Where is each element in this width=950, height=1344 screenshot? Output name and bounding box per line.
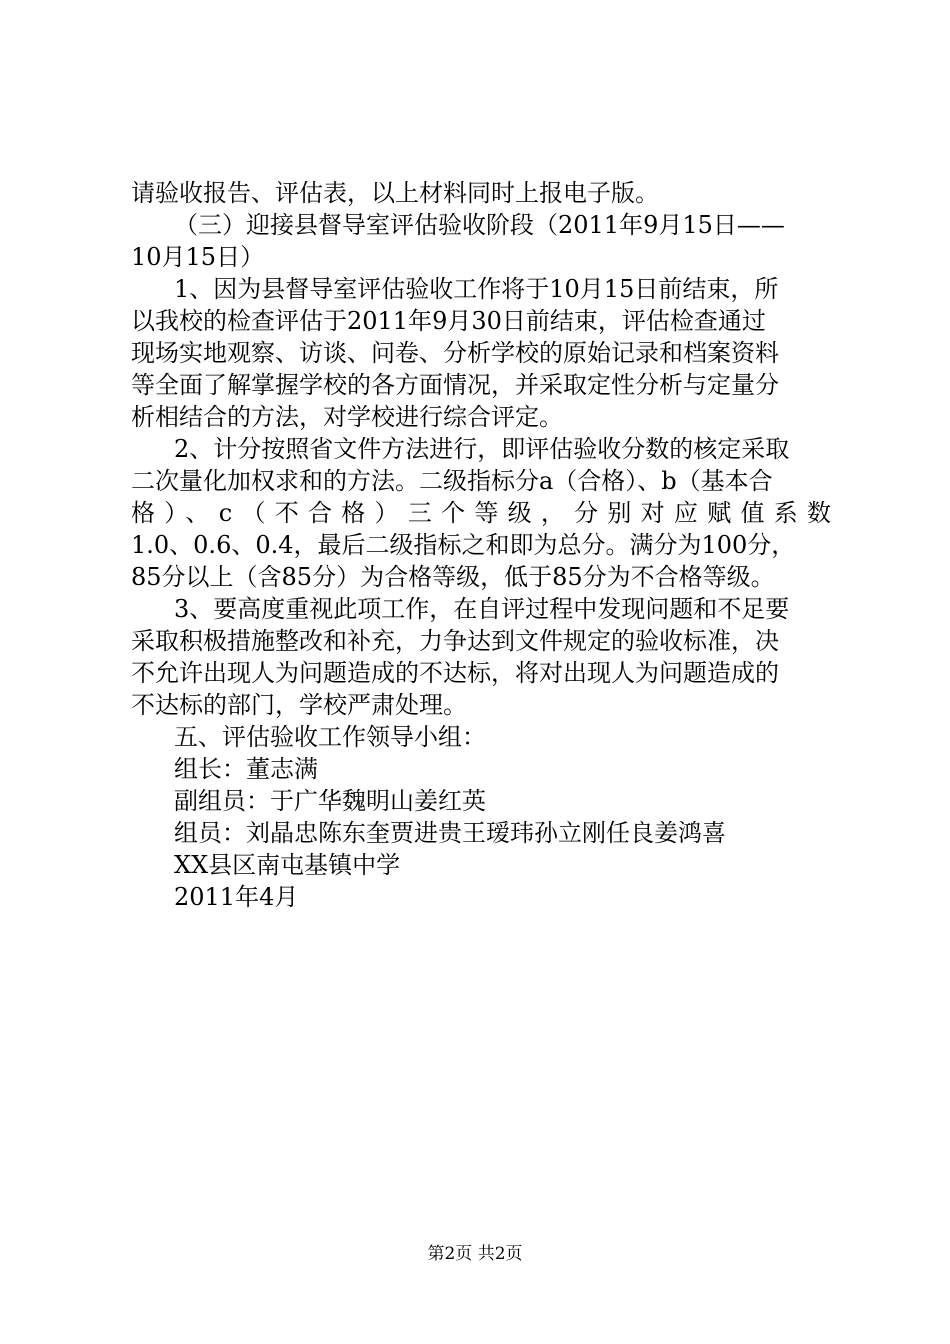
paragraph-2-start: 2、计分按照省文件方法进行，即评估验收分数的核定采取: [174, 435, 790, 463]
group-leader: 组长：董志满: [174, 755, 318, 783]
text-line: 请验收报告、评估表，以上材料同时上报电子版。: [131, 179, 659, 207]
text-line: 等全面了解掌握学校的各方面情况，并采取定性分析与定量分: [131, 371, 779, 399]
text-line: 采取积极措施整改和补充，力争达到文件规定的验收标准，决: [131, 627, 779, 655]
section-heading: （三）迎接县督导室评估验收阶段（2011年9月15日——: [174, 211, 785, 239]
text-line: 格）、c（不合格）三个等级，分别对应赋值系数: [131, 499, 831, 527]
text-line: 10月15日）: [131, 243, 265, 271]
text-line: 二次量化加权求和的方法。二级指标分a（合格）、b（基本合: [131, 467, 773, 495]
deputy-members: 副组员：于广华魏明山姜红英: [174, 787, 486, 815]
text-line: 现场实地观察、访谈、问卷、分析学校的原始记录和档案资料: [131, 339, 779, 367]
school-name: XX县区南屯基镇中学: [174, 851, 401, 879]
text-line: 以我校的检查评估于2011年9月30日前结束，评估检查通过: [131, 307, 766, 335]
group-members: 组员：刘晶忠陈东奎贾进贵王瑷玮孙立刚任良姜鸿喜: [174, 819, 726, 847]
paragraph-3-start: 3、要高度重视此项工作，在自评过程中发现问题和不足要: [174, 595, 790, 623]
text-line: 析相结合的方法，对学校进行综合评定。: [131, 403, 563, 431]
page-number-footer: 第2页 共2页: [427, 1244, 523, 1264]
text-line: 1.0、0.6、0.4，最后二级指标之和即为总分。满分为100分，: [131, 531, 796, 559]
document-date: 2011年4月: [174, 883, 299, 911]
section-heading-5: 五、评估验收工作领导小组：: [174, 723, 486, 751]
text-line: 不达标的部门，学校严肃处理。: [131, 691, 467, 719]
text-line: 不允许出现人为问题造成的不达标，将对出现人为问题造成的: [131, 659, 779, 687]
paragraph-1-start: 1、因为县督导室评估验收工作将于10月15日前结束，所: [174, 275, 779, 303]
text-line: 85分以上（含85分）为合格等级，低于85分为不合格等级。: [131, 563, 775, 591]
